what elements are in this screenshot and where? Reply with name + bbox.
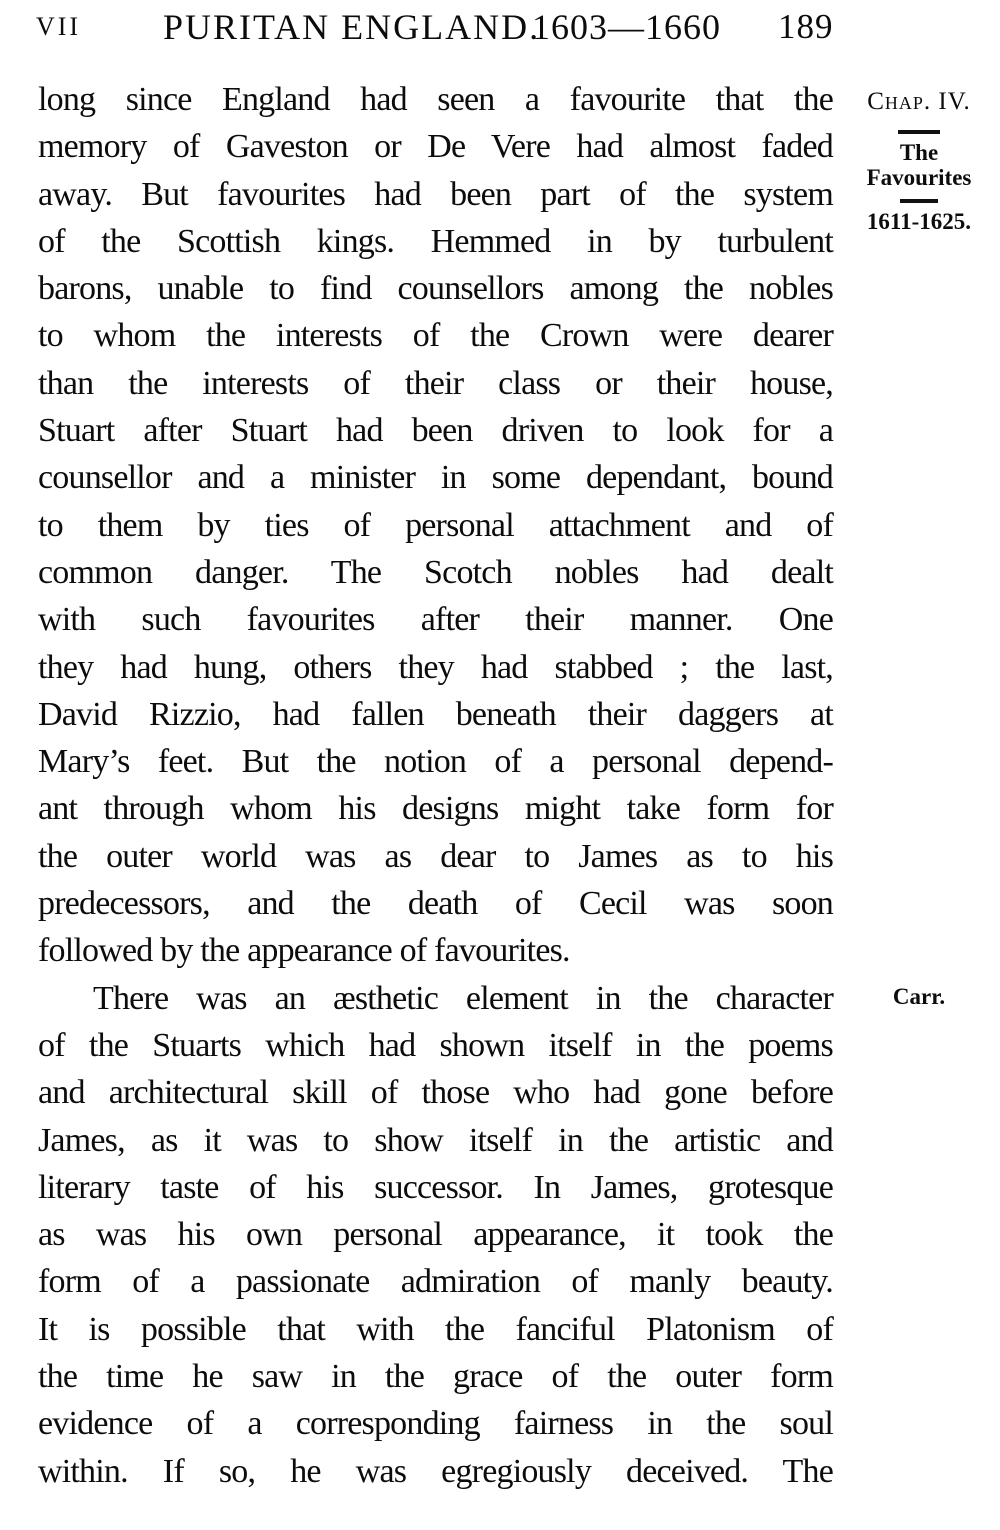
margin-side-note: Carr.	[892, 984, 946, 1009]
running-title-dates: 1603—1660	[532, 7, 721, 47]
text-line: as was his own personal appearance, it took the	[38, 1216, 833, 1254]
text-line: evidence of a corresponding fairness in the soul	[38, 1405, 833, 1443]
text-line: long since England had seen a favourite that the	[38, 81, 833, 118]
text-line: ant through whom his designs might take form for	[38, 790, 833, 828]
text-line: than the interests of their class or their house,	[38, 364, 833, 402]
margin-heading-line1: The	[899, 140, 939, 165]
text-line: they had hung, others they had stabbed ; the last,	[38, 648, 833, 686]
text-line: within. If so, he was egregiously deceived. The	[38, 1452, 833, 1490]
margin-dates: 1611-1625.	[866, 209, 972, 234]
running-title: PURITAN ENGLAND.	[163, 7, 541, 47]
text-line: away. But favourites had been part of the system	[38, 175, 833, 213]
margin-rule-bottom	[900, 199, 938, 203]
text-line: form of a passionate admiration of manly beauty.	[38, 1263, 833, 1301]
text-line: James, as it was to show itself in the artistic and	[38, 1121, 833, 1159]
text-line: counsellor and a minister in some dependant, bound	[38, 459, 833, 497]
text-line: followed by the appearance of favourites.	[38, 932, 570, 970]
text-line: of the Scottish kings. Hemmed in by turbulent	[38, 222, 833, 260]
text-line: There was an æsthetic element in the character	[93, 979, 833, 1017]
text-line: of the Stuarts which had shown itself in the poems	[38, 1026, 833, 1064]
margin-notes	[845, 0, 993, 1530]
text-line: barons, unable to find counsellors among the nobles	[38, 270, 833, 308]
body-text	[38, 76, 833, 1495]
text-line: the outer world was as dear to James as to his	[38, 837, 833, 875]
text-line: the time he saw in the grace of the outer form	[38, 1358, 833, 1396]
margin-heading-line2: Favourites	[866, 165, 972, 190]
signature-mark: VII	[36, 12, 82, 41]
page-number: 189	[778, 7, 834, 46]
text-line: memory of Gaveston or De Vere had almost faded	[38, 128, 833, 166]
text-line: common danger. The Scotch nobles had dealt	[38, 553, 833, 591]
margin-rule-top	[898, 130, 940, 134]
text-line: with such favourites after their manner. One	[38, 601, 833, 639]
text-line: and architectural skill of those who had gone before	[38, 1074, 833, 1112]
text-line: predecessors, and the death of Cecil was soon	[38, 885, 833, 923]
text-line: literary taste of his successor. In James, grotesque	[38, 1168, 833, 1206]
text-line: to them by ties of personal attachment and of	[38, 506, 833, 544]
text-line: David Rizzio, had fallen beneath their daggers at	[38, 695, 833, 733]
text-line: Mary’s feet. But the notion of a personal depend-	[38, 743, 833, 781]
text-line: Stuart after Stuart had been driven to look for a	[38, 412, 833, 450]
text-line: to whom the interests of the Crown were dearer	[38, 317, 833, 355]
chapter-note: Chap. IV.	[867, 88, 971, 115]
text-line: It is possible that with the fanciful Platonism of	[38, 1310, 833, 1348]
